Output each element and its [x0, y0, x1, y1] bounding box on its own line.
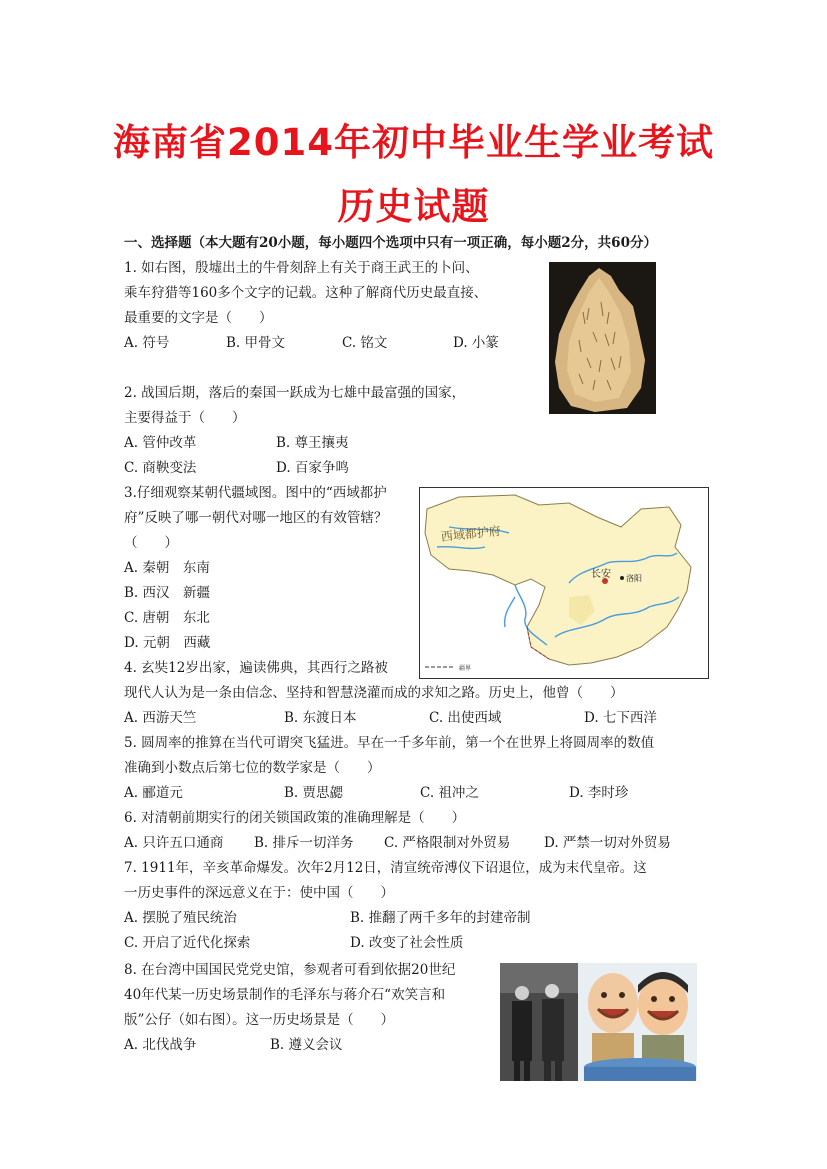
- question-8-line-3: 版”公仔（如右图）。这一历史场景是（ ）: [124, 1012, 395, 1028]
- map-label-city: 洛阳: [626, 574, 642, 583]
- option-a: A. 西游天竺: [124, 710, 197, 726]
- han-territory-map: [419, 487, 709, 679]
- option-b: B. 遵义会议: [270, 1037, 343, 1053]
- option-b: B. 尊王攘夷: [276, 435, 349, 451]
- section-heading: 一、选择题（本大题有20小题，每小题四个选项中只有一项正确，每小题2分，共60分）: [124, 235, 657, 251]
- option-a: A. 摆脱了殖民统治: [124, 910, 237, 926]
- map-legend: 疆界: [459, 665, 472, 672]
- question-3-line-2: 府”反映了哪一朝代对哪一地区的有效管辖？: [124, 510, 388, 526]
- option-a: A. 郦道元: [124, 785, 183, 801]
- question-3-option-c: C. 唐朝 东北: [124, 610, 210, 626]
- option-c: C. 铭文: [342, 335, 388, 351]
- question-6-line-1: 6. 对清朝前期实行的闭关锁国政策的准确理解是（ ）: [124, 810, 466, 826]
- exam-title: 海南省2014年初中毕业生学业考试: [113, 121, 714, 164]
- oracle-bone-image: [549, 262, 656, 414]
- city-marker: [620, 576, 624, 580]
- option-d: D. 李时珍: [569, 785, 629, 801]
- question-1-line-1: 1. 如右图，殷墟出土的牛骨刻辞上有关于商王武王的卜问、: [124, 260, 479, 276]
- option-a: A. 符号: [124, 335, 170, 351]
- question-8-line-1: 8. 在台湾中国国民党党史馆，参观者可看到依据20世纪: [124, 962, 456, 978]
- option-c: C. 开启了近代化探索: [124, 935, 251, 951]
- option-c: C. 祖冲之: [420, 785, 479, 801]
- question-1-line-2: 乘车狩猎等160多个文字的记载。这种了解商代历史最直接、: [124, 285, 488, 301]
- option-c: C. 商鞅变法: [124, 460, 197, 476]
- question-8-line-2: 40年代某一历史场景制作的毛泽东与蒋介石“欢笑言和: [124, 987, 446, 1003]
- option-a: A. 只许五口通商: [124, 835, 224, 851]
- option-a: A. 北伐战争: [124, 1037, 197, 1053]
- option-b: B. 甲骨文: [226, 335, 286, 351]
- map-label-capital: 长安: [591, 569, 611, 580]
- question-4-line-1: 4. 玄奘12岁出家，遍读佛典，其西行之路被: [124, 660, 388, 676]
- question-3-line-1: 3.仔细观察某朝代疆域图。图中的“西域都护: [124, 485, 387, 501]
- option-c: C. 出使西域: [429, 710, 502, 726]
- question-7-line-2: 一历史事件的深远意义在于：使中国（ ）: [124, 885, 394, 901]
- question-1-line-3: 最重要的文字是（ ）: [124, 310, 273, 326]
- option-d: D. 严禁一切对外贸易: [544, 835, 671, 851]
- question-3-option-b: B. 西汉 新疆: [124, 585, 211, 601]
- question-3-option-a: A. 秦朝 东南: [124, 560, 210, 576]
- question-5-line-1: 5. 圆周率的推算在当代可谓突飞猛进。早在一千多年前，第一个在世界上将圆周率的数值: [124, 735, 655, 751]
- map-label-western-regions: 西域都护府: [440, 523, 502, 544]
- figurine-photo: [500, 963, 697, 1081]
- question-2-line-2: 主要得益于（ ）: [124, 410, 246, 426]
- question-4-line-2: 现代人认为是一条由信念、坚持和智慧浇灌而成的求知之路。历史上，他曾（ ）: [124, 685, 624, 701]
- option-d: D. 七下西洋: [584, 710, 657, 726]
- option-b: B. 东渡日本: [284, 710, 357, 726]
- question-3-line-3: （ ）: [124, 535, 178, 551]
- question-5-line-2: 准确到小数点后第七位的数学家是（ ）: [124, 760, 381, 776]
- question-7-line-1: 7. 1911年，辛亥革命爆发。次年2月12日，清宣统帝溥仪下诏退位，成为末代皇帝。这: [124, 860, 647, 876]
- option-d: D. 百家争鸣: [276, 460, 349, 476]
- option-c: C. 严格限制对外贸易: [384, 835, 511, 851]
- option-d: D. 小篆: [453, 335, 499, 351]
- option-d: D. 改变了社会性质: [350, 935, 464, 951]
- option-b: B. 排斥一切洋务: [254, 835, 354, 851]
- exam-subtitle: 历史试题: [337, 185, 490, 228]
- option-b: B. 贾思勰: [284, 785, 344, 801]
- question-3-option-d: D. 元朝 西藏: [124, 635, 211, 651]
- question-2-line-1: 2. 战国后期，落后的秦国一跃成为七雄中最富强的国家，: [124, 385, 466, 401]
- figurine-left: [588, 973, 638, 1033]
- option-a: A. 管仲改革: [124, 435, 197, 451]
- option-b: B. 推翻了两千多年的封建帝制: [350, 910, 531, 926]
